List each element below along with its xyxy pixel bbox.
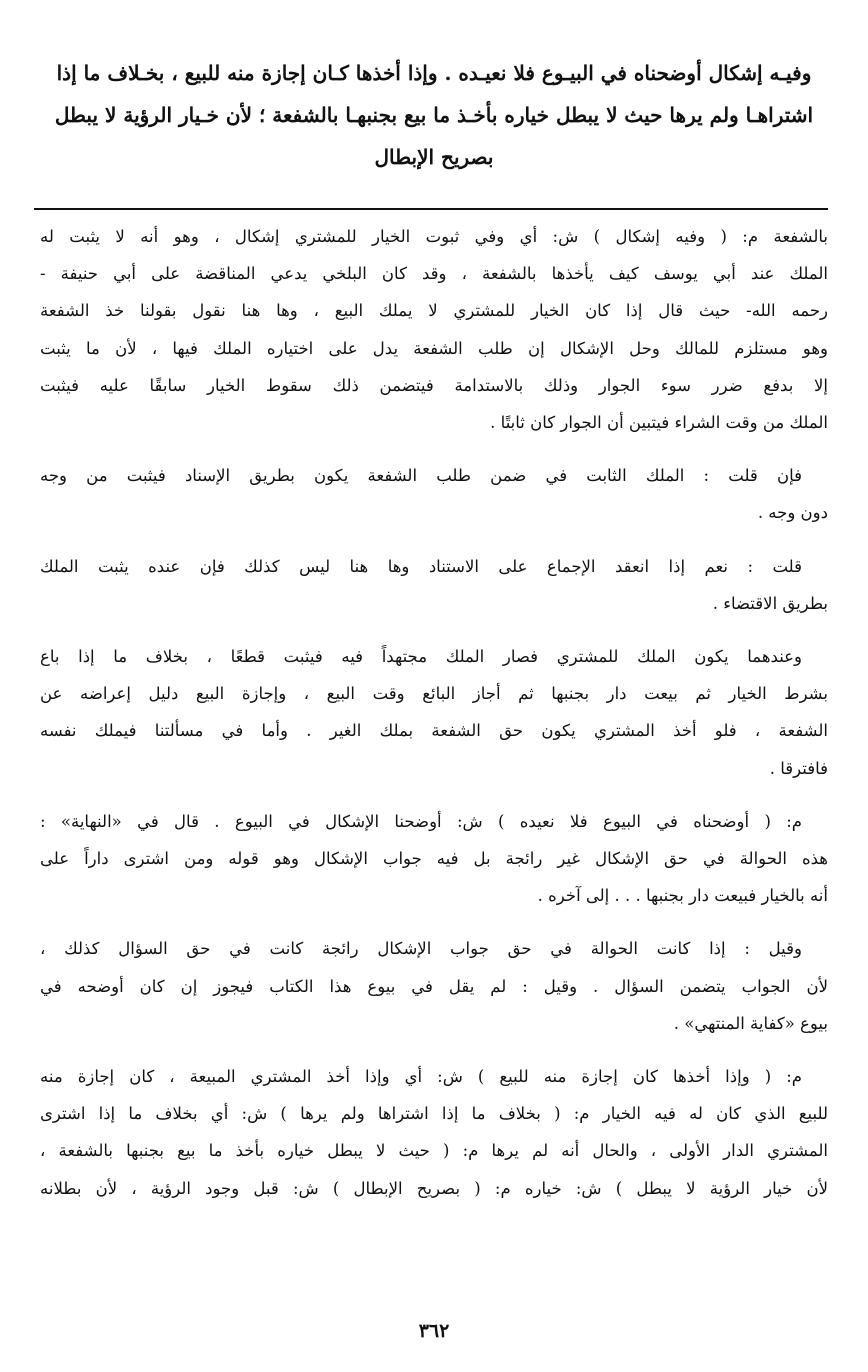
separator-rule (34, 208, 828, 210)
commentary-line: الملك عند أبي يوسف كيف يأخذها بالشفعة ، وقد كان البلخي يدعي المناقضة على أبي حنيفة - (40, 264, 828, 284)
commentary-line: للبيع الذي كان له فيه الخيار م: ( بخلاف ما إذا اشتراها ولم يرها ) ش: أي بخلاف ما إذا اشترى (40, 1104, 828, 1124)
commentary-line: رحمه الله- حيث قال إذا كان الخيار للمشتري لا يملك البيع ، وها هنا نقول بقولنا خذ الشفعة (40, 301, 828, 321)
commentary-paragraph (40, 638, 828, 787)
commentary-line: وعندهما يكون الملك للمشتري فصار الملك مجتهداً فيه فيثبت قطعًا ، بخلاف ما إذا باع (40, 647, 802, 667)
commentary-line: هذه الحوالة في حق الإشكال غير رائجة بل فيه جواب الإشكال وهو قوله ومن اشترى داراً على (40, 849, 828, 869)
commentary-paragraph (40, 457, 828, 531)
commentary-paragraph (40, 218, 828, 441)
commentary-line: بشرط الخيار ثم بيعت دار بجنبها ثم أجاز البائع وقت البيع ، وإجازة البيع دليل إعراضه عن (40, 684, 828, 704)
commentary-block (40, 218, 828, 1207)
main-text-line: وفيـه إشكال أوضحناه في البيـوع فلا نعيـده . وإذا أخذها كـان إجازة منه للبيع ، بخـلاف ما إذا (56, 61, 812, 85)
commentary-line: بطريق الاقتضاء . (712, 593, 828, 613)
commentary-paragraph (40, 930, 828, 1042)
page-number: ٣٦٢ (418, 1320, 450, 1342)
main-text-block (40, 52, 828, 178)
commentary-line: بالشفعة م: ( وفيه إشكال ) ش: أي وفي ثبوت الخيار للمشتري إشكال ، وهو أنه لا يثبت له (40, 227, 828, 246)
commentary-line: المشتري الدار الأولى ، والحال أنه لم يرها م: ( حيث لا يبطل خياره بأخذ ما بيع بجنبها بالشفعة ، (40, 1141, 828, 1161)
commentary-paragraph (40, 803, 828, 915)
commentary-line: وقيل : إذا كانت الحوالة في حق جواب الإشكال رائجة كانت في حق السؤال كذلك ، (40, 939, 802, 959)
commentary-paragraph (40, 1058, 828, 1207)
commentary-line: أنه بالخيار فبيعت دار بجنبها . . . إلى آخره . (537, 886, 828, 906)
commentary-line: م: ( أوضحناه في البيوع فلا نعيده ) ش: أوضحنا الإشكال في البيوع . قال في «النهاية» : (40, 811, 802, 831)
commentary-paragraph (40, 548, 828, 622)
commentary-line: إلا بدفع ضرر سوء الجوار وذلك بالاستدامة فيتضمن ذلك سقوط الخيار سابقًا عليه فيثبت (40, 375, 828, 395)
commentary-line: فافترقا . (769, 758, 828, 778)
main-text-line: بصريح الإبطال (374, 145, 494, 169)
commentary-line: قلت : نعم إذا انعقد الإجماع على الاستناد وها هنا ليس كذلك فإن عنده يثبت الملك (40, 556, 802, 576)
commentary-line: دون وجه . (757, 503, 828, 523)
commentary-line: لأن خيار الرؤية لا يبطل ) ش: خياره م: ( بصريح الإبطال ) ش: قبل وجود الرؤية ، لأن بطلانه (40, 1178, 828, 1198)
commentary-line: م: ( وإذا أخذها كان إجازة منه للبيع ) ش: أي وإذا أخذ المشتري المبيعة ، كان إجازة منه (40, 1067, 802, 1087)
commentary-line: الشفعة ، فلو أخذ المشتري يكون حق الشفعة بملك الغير . وأما في مسألتنا فيملك نفسه (40, 721, 828, 741)
commentary-line: فإن قلت : الملك الثابت في ضمن طلب الشفعة يكون بطريق الإسناد فيثبت من وجه (40, 466, 802, 486)
commentary-line: بيوع «كفاية المنتهي» . (673, 1013, 828, 1033)
main-text-line: اشتراهـا ولم يرها حيث لا يبطل خياره بأخـذ ما بيع بجنبهـا بالشفعة ؛ لأن خـيار الرؤية لا يبطل (54, 103, 814, 127)
commentary-line: لأن الجواب يتضمن السؤال . وقيل : لم يقل في بيوع هذا الكتاب فيجوز إن كان أوضحه في (40, 976, 828, 996)
commentary-line: وهو مستلزم للمالك وحل الإشكال إن طلب الشفعة يدل على اختياره الملك فيها ، لأن ما يثبت (40, 338, 828, 358)
commentary-line: الملك من وقت الشراء فيتبين أن الجوار كان ثابتًا . (490, 413, 828, 433)
